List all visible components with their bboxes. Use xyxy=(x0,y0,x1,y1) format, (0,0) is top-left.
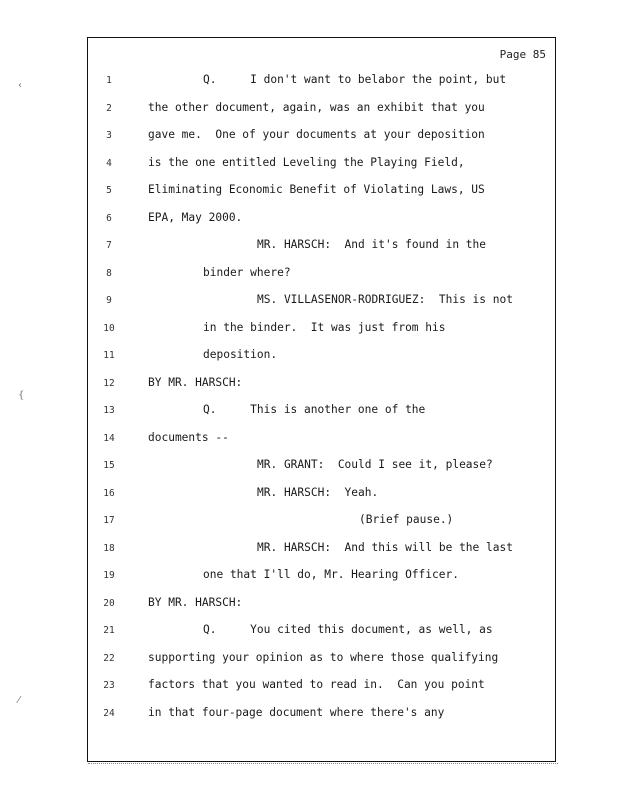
line-text: gave me. One of your documents at your deposition xyxy=(148,128,485,141)
line-text: Eliminating Economic Benefit of Violating Laws, US xyxy=(148,183,485,196)
margin-mark: ⁄ xyxy=(18,695,20,706)
transcript-line xyxy=(88,431,555,449)
line-number: 21 xyxy=(103,625,115,636)
line-text: supporting your opinion as to where those qualifying xyxy=(148,650,499,664)
line-number: 19 xyxy=(103,570,115,581)
line-number: 20 xyxy=(103,597,115,609)
transcript-line xyxy=(88,128,555,146)
line-number: 2 xyxy=(106,102,112,114)
transcript-line xyxy=(88,403,555,421)
line-text: (Brief pause.) xyxy=(359,513,454,526)
transcript-line xyxy=(88,73,555,91)
line-text: in the binder. It was just from his xyxy=(203,320,446,334)
transcript-line xyxy=(88,513,555,531)
line-number: 15 xyxy=(103,460,115,471)
line-number: 10 xyxy=(103,322,115,334)
transcript-line xyxy=(88,651,555,669)
line-number: 6 xyxy=(106,212,112,224)
line-number: 14 xyxy=(103,432,115,444)
line-number: 1 xyxy=(106,75,112,86)
line-text: one that I'll do, Mr. Hearing Officer. xyxy=(203,568,459,581)
line-number: 7 xyxy=(106,240,112,251)
line-text: BY MR. HARSCH: xyxy=(148,595,243,609)
page-number: Page 85 xyxy=(499,48,546,61)
margin-mark: { xyxy=(18,390,25,401)
line-text: Q. I don't want to belabor the point, but xyxy=(203,73,507,86)
line-number: 12 xyxy=(103,377,115,389)
transcript-line xyxy=(88,348,555,366)
line-number: 22 xyxy=(103,652,115,664)
line-text: the other document, again, was an exhibit that you xyxy=(148,100,485,114)
line-text: MR. HARSCH: Yeah. xyxy=(257,485,379,499)
transcript-line xyxy=(88,568,555,586)
transcript-line xyxy=(88,101,555,119)
line-text: Q. This is another one of the xyxy=(203,403,426,416)
line-text: Q. You cited this document, as well, as xyxy=(203,623,493,636)
line-number: 11 xyxy=(103,350,115,361)
line-number: 16 xyxy=(103,487,115,499)
line-number: 3 xyxy=(106,130,112,141)
transcript-line xyxy=(88,211,555,229)
transcript-line xyxy=(88,678,555,696)
line-text: MR. GRANT: Could I see it, please? xyxy=(257,458,493,471)
line-text: deposition. xyxy=(203,348,278,361)
line-number: 5 xyxy=(106,185,112,196)
transcript-line xyxy=(88,623,555,641)
margin-mark: ‹ xyxy=(18,80,22,91)
transcript-line xyxy=(88,238,555,256)
transcript-line xyxy=(88,596,555,614)
line-number: 8 xyxy=(106,267,112,279)
line-text: BY MR. HARSCH: xyxy=(148,375,243,389)
transcript-line xyxy=(88,458,555,476)
line-number: 23 xyxy=(103,680,115,691)
line-text: factors that you wanted to read in. Can you point xyxy=(148,678,485,691)
page-footer-rule xyxy=(88,763,558,768)
line-number: 4 xyxy=(106,157,112,169)
line-text: MR. HARSCH: And it's found in the xyxy=(257,238,487,251)
transcript-line xyxy=(88,156,555,174)
line-number: 24 xyxy=(103,707,115,719)
transcript-line xyxy=(88,541,555,559)
line-text: MS. VILLASENOR-RODRIGUEZ: This is not xyxy=(257,293,513,306)
line-text: is the one entitled Leveling the Playing Field, xyxy=(148,155,465,169)
line-number: 9 xyxy=(106,295,112,306)
transcript-line xyxy=(88,486,555,504)
line-number: 13 xyxy=(103,405,115,416)
line-text: MR. HARSCH: And this will be the last xyxy=(257,540,513,554)
line-text: binder where? xyxy=(203,265,291,279)
transcript-line xyxy=(88,293,555,311)
transcript-line xyxy=(88,266,555,284)
line-number: 17 xyxy=(103,515,115,526)
line-text: documents -- xyxy=(148,430,229,444)
transcript-line xyxy=(88,706,555,724)
transcript-line xyxy=(88,321,555,339)
transcript-page-frame xyxy=(87,37,556,762)
line-number: 18 xyxy=(103,542,115,554)
transcript-line xyxy=(88,376,555,394)
transcript-line xyxy=(88,183,555,201)
line-text: in that four-page document where there's any xyxy=(148,705,445,719)
line-text: EPA, May 2000. xyxy=(148,210,243,224)
